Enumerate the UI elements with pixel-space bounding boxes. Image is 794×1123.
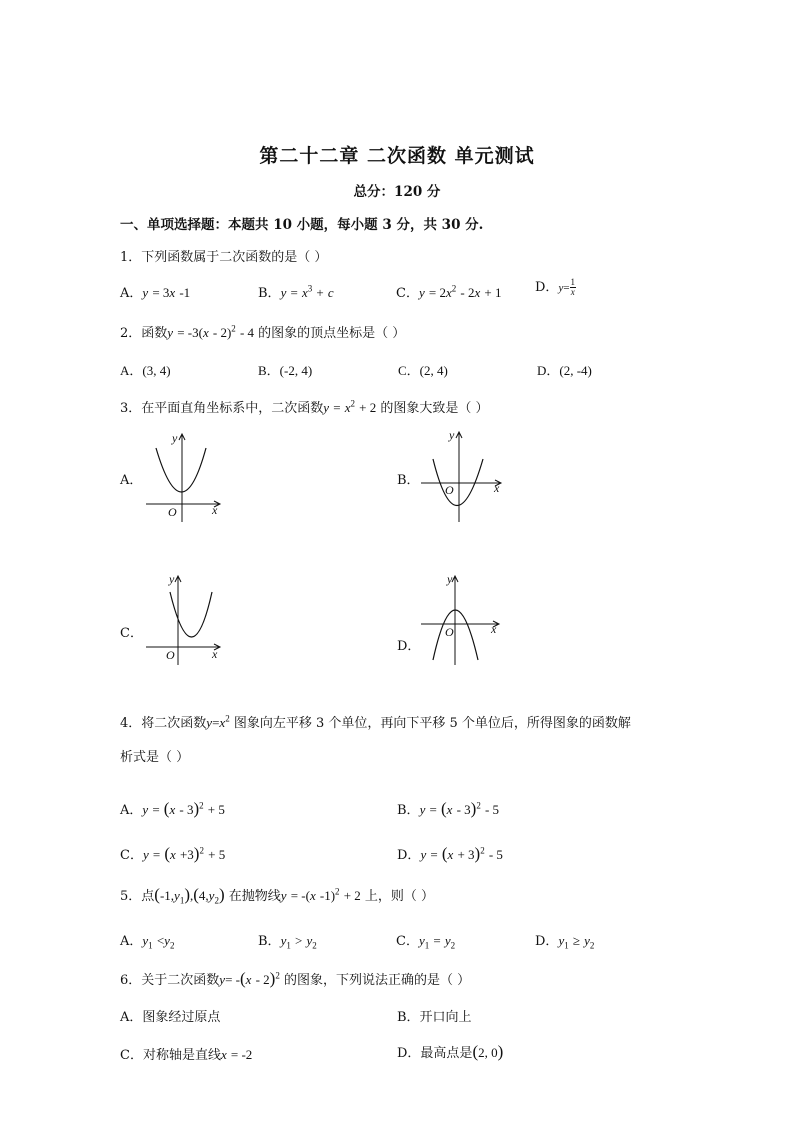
q4-option-c: C．$y = (x +3)^2 + 5$ — [120, 844, 226, 863]
q4-option-d: D．$y = (x + 3)^2 - 5$ — [397, 844, 503, 863]
q3-graph-b — [415, 426, 515, 526]
q5-option-b-label: B． — [258, 934, 281, 949]
q5-stem-pre: 5．点 — [120, 889, 155, 904]
q3b-origin: O — [445, 483, 454, 497]
q1-option-b: B．$y = x^3 + c$ — [258, 283, 334, 301]
q5-option-c: C．$y_1 = y_2$ — [396, 933, 456, 951]
q5-stem-mid: 在抛物线 — [228, 889, 281, 904]
q3a-y-label: y — [172, 431, 178, 445]
q3c-x-label: x — [212, 647, 218, 661]
q5-option-d: D．$y_1 \ge y_2$ — [535, 933, 595, 951]
q4-stem-pre: 4．将二次函数 — [120, 716, 207, 731]
q5-option-c-label: C． — [396, 934, 419, 949]
q4-stem-line2: 析式是（ ） — [120, 750, 190, 765]
q1-option-d: D．y= $\frac{1}{x}$ — [535, 277, 576, 297]
q3-graph-c — [140, 570, 240, 670]
q4-option-a: A．y = (x - 3)$^2$ + 5 — [120, 799, 225, 818]
q2-option-b: B．(-2, 4) — [258, 363, 313, 378]
q6-option-b: B．开口向上 — [397, 1010, 472, 1025]
q6-option-a: A．图象经过原点 — [120, 1010, 221, 1025]
q3-option-c-label: C． — [120, 626, 143, 641]
q4-option-c-label: C． — [120, 848, 143, 863]
q6-stem-pre: 6．关于二次函数 — [120, 973, 220, 988]
q1-option-a: A．y = 3x -1 — [120, 285, 191, 301]
total-score: 总分：120 分 — [353, 184, 441, 200]
q4-option-a-label: A． — [120, 803, 143, 818]
q3c-y-label: y — [169, 572, 175, 586]
q2-option-a: A．(3, 4) — [120, 363, 171, 378]
q3-graph-a — [140, 426, 240, 526]
q1-option-b-label: B． — [258, 286, 281, 301]
q6-option-c: C．对称轴是直线x = -2 — [120, 1047, 253, 1063]
q6-option-d: D．最高点是(2, 0) — [397, 1042, 504, 1061]
q3-option-a-label: A． — [120, 473, 143, 488]
q5-stem: 5．点$(-1,y_1),(4,y_2)$ 在抛物线y = -(x -1)$^2$ + 2 上，则（ ） — [120, 885, 435, 906]
q2-stem-post: 的图象的顶点坐标是（ ） — [258, 326, 406, 341]
q5-option-d-label: D． — [535, 934, 559, 949]
q3d-x-label: x — [491, 622, 497, 636]
q3b-y-label: y — [449, 428, 455, 442]
q6-option-c-label: C．对称轴是直线 — [120, 1048, 221, 1063]
q3d-origin: O — [445, 625, 454, 639]
q2-stem: 2．函数y = -3(x - 2)$^2$ - 4 的图象的顶点坐标是（ ） — [120, 323, 406, 341]
q1-option-d-label: D． — [535, 280, 559, 295]
q4-stem-post: 图象向左平移 3 个单位，再向下平移 5 个单位后，所得图象的函数解 — [233, 716, 631, 731]
q2-option-c: C．(2, 4) — [398, 363, 448, 378]
q5-option-a-label: A． — [120, 934, 143, 949]
q1-option-c: C．$y = 2x^2 - 2x + 1$ — [396, 283, 502, 301]
q3-option-b-label: B． — [397, 473, 420, 488]
q6-option-d-label: D．最高点是 — [397, 1046, 473, 1061]
q6-stem: 6．关于二次函数y= -(x - 2)$^2$ 的图象，下列说法正确的是（ ） — [120, 969, 471, 988]
q3a-origin: O — [168, 505, 177, 519]
q3-stem-post: 的图象大致是（ ） — [380, 401, 489, 416]
q2-stem-pre: 2．函数 — [120, 326, 168, 341]
q3-stem-pre: 3．在平面直角坐标系中，二次函数 — [120, 401, 324, 416]
q6-stem-post: 的图象，下列说法正确的是（ ） — [283, 973, 471, 988]
q3d-y-label: y — [447, 572, 453, 586]
q4-stem: 4．将二次函数$y=x^2$ 图象向左平移 3 个单位，再向下平移 5 个单位后，所得图象的函数解 — [120, 713, 631, 731]
q1-stem: 1．下列函数属于二次函数的是（ ） — [120, 250, 328, 265]
q5-option-a: A．$y_1 <y_2$ — [120, 933, 175, 951]
page-title: 第二十二章 二次函数 单元测试 — [259, 145, 535, 167]
q3-graph-d — [415, 570, 515, 670]
q5-stem-post: 上，则（ ） — [364, 889, 435, 904]
q3b-x-label: x — [494, 481, 500, 495]
q4-option-b-label: B． — [397, 803, 420, 818]
q1-option-a-label: A． — [120, 286, 143, 301]
q3a-x-label: x — [212, 503, 218, 517]
q1-option-c-label: C． — [396, 286, 419, 301]
q4-option-d-label: D． — [397, 848, 421, 863]
q5-option-b: B．$y_1 > y_2$ — [258, 933, 317, 951]
q4-option-b: B．y = (x - 3)$^2$ - 5 — [397, 799, 500, 818]
q3c-origin: O — [166, 648, 175, 662]
section-heading: 一、单项选择题：本题共 10 小题，每小题 3 分，共 30 分. — [120, 217, 484, 233]
q3-stem: 3．在平面直角坐标系中，二次函数$y = x^2 + 2$ 的图象大致是（ ） — [120, 398, 489, 416]
q3-option-d-label: D． — [397, 639, 421, 654]
q2-option-d: D．(2, -4) — [537, 363, 592, 378]
